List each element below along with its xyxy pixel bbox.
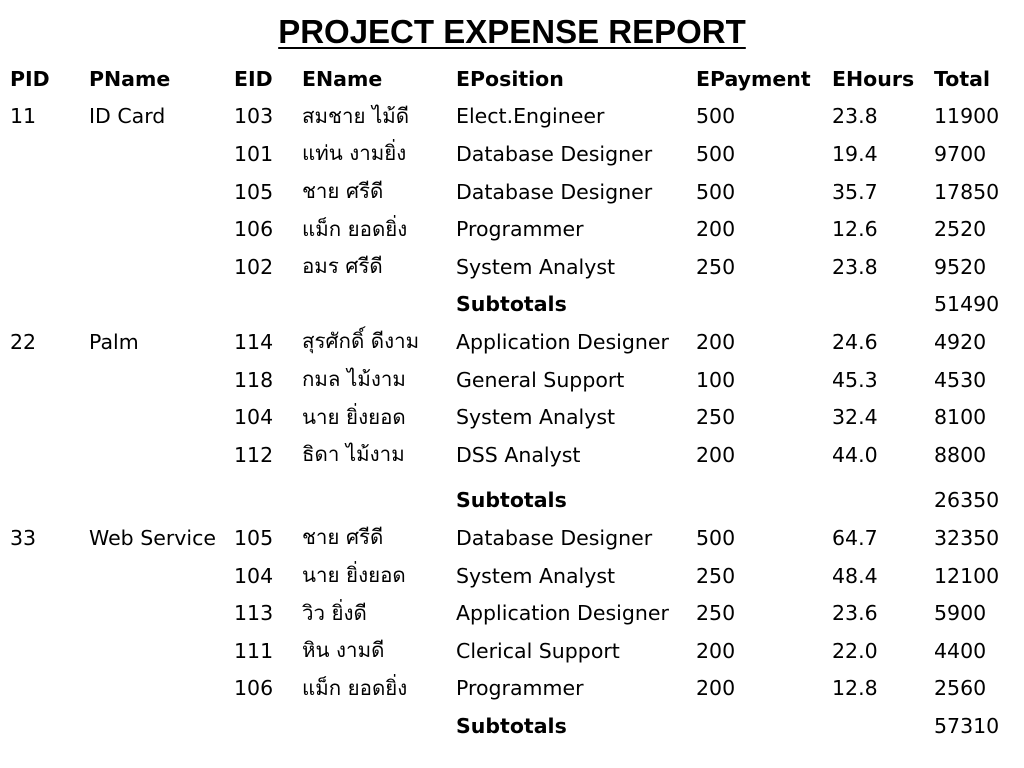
- header-epayment: EPayment: [696, 66, 811, 91]
- table-row: [0, 670, 1012, 708]
- cell-total: 2520: [934, 217, 987, 242]
- header-ename: EName: [302, 66, 383, 91]
- cell-ename: ชาย ศรีดี: [302, 525, 384, 550]
- cell-pname: [79, 173, 224, 211]
- cell-eposition: Database Designer: [456, 525, 653, 550]
- cell-ename: หิน งามดี: [302, 638, 385, 663]
- empty-cell: [0, 286, 79, 324]
- cell-ehours: 22.0: [832, 638, 878, 663]
- empty-cell: [292, 474, 446, 520]
- cell-eid: 103: [234, 104, 274, 129]
- subtotal-value: 57310: [934, 713, 1000, 738]
- cell-total: 12100: [934, 563, 1000, 588]
- cell-ename: สมชาย ไม้ดี: [302, 103, 410, 128]
- subtotal-row: [0, 286, 1012, 324]
- cell-eid: 118: [234, 367, 274, 392]
- subtotal-value: 51490: [934, 292, 1000, 317]
- cell-pid: [0, 361, 79, 399]
- cell-ename: นาย ยิ่งยอด: [302, 563, 406, 588]
- header-eid: EID: [234, 66, 273, 91]
- header-eposition: EPosition: [456, 66, 564, 91]
- cell-eid: 105: [234, 525, 274, 550]
- table-row: [0, 519, 1012, 557]
- cell-total: 11900: [934, 104, 1000, 129]
- cell-ename: สุรศักดิ์ ดีงาม: [302, 329, 420, 354]
- expense-table: [0, 60, 1012, 745]
- cell-eposition: System Analyst: [456, 254, 616, 279]
- cell-epayment: 500: [696, 179, 736, 204]
- empty-cell: [686, 286, 822, 324]
- cell-ehours: 48.4: [832, 563, 878, 588]
- table-row: [0, 135, 1012, 173]
- cell-epayment: 500: [696, 141, 736, 166]
- table-row: [0, 361, 1012, 399]
- table-row: [0, 632, 1012, 670]
- cell-total: 8100: [934, 405, 987, 430]
- cell-pid: [0, 173, 79, 211]
- empty-cell: [822, 474, 924, 520]
- cell-epayment: 200: [696, 676, 736, 701]
- cell-total: 9520: [934, 254, 987, 279]
- cell-ename: กมล ไม้งาม: [302, 367, 406, 392]
- header-row: [0, 60, 1012, 98]
- cell-pid: [0, 632, 79, 670]
- header-total: Total: [934, 66, 991, 91]
- subtotal-label: Subtotals: [456, 713, 567, 738]
- cell-total: 4400: [934, 638, 987, 663]
- cell-epayment: 500: [696, 104, 736, 129]
- cell-ehours: 12.6: [832, 217, 878, 242]
- cell-ehours: 23.6: [832, 601, 878, 626]
- cell-pname: [79, 594, 224, 632]
- cell-eid: 111: [234, 638, 274, 663]
- cell-eid: 105: [234, 179, 274, 204]
- header-pid: PID: [10, 66, 50, 91]
- cell-total: 5900: [934, 601, 987, 626]
- cell-eid: 102: [234, 254, 274, 279]
- subtotal-row: [0, 474, 1012, 520]
- empty-cell: [0, 707, 79, 745]
- table-body: [0, 98, 1012, 745]
- cell-ename: ธิดา ไม้งาม: [302, 442, 405, 467]
- table-row: [0, 594, 1012, 632]
- empty-cell: [822, 286, 924, 324]
- empty-cell: [686, 707, 822, 745]
- table-row: [0, 248, 1012, 286]
- cell-eposition: Elect.Engineer: [456, 104, 605, 129]
- cell-eposition: Application Designer: [456, 329, 669, 354]
- cell-ename: ชาย ศรีดี: [302, 179, 384, 204]
- cell-epayment: 200: [696, 217, 736, 242]
- cell-eid: 106: [234, 676, 274, 701]
- cell-pname: [79, 361, 224, 399]
- cell-eid: 104: [234, 405, 274, 430]
- cell-epayment: 250: [696, 254, 736, 279]
- cell-ename: วิว ยิ่งดี: [302, 600, 367, 625]
- cell-ehours: 44.0: [832, 442, 878, 467]
- cell-pid: [0, 248, 79, 286]
- cell-epayment: 200: [696, 329, 736, 354]
- cell-ename: อมร ศรีดี: [302, 254, 383, 279]
- subtotal-value: 26350: [934, 488, 1000, 513]
- header-ehours: EHours: [832, 66, 915, 91]
- cell-eid: 106: [234, 217, 274, 242]
- cell-epayment: 200: [696, 442, 736, 467]
- cell-total: 8800: [934, 442, 987, 467]
- cell-pid: 11: [10, 104, 37, 129]
- cell-pid: [0, 135, 79, 173]
- cell-epayment: 500: [696, 525, 736, 550]
- table-row: [0, 98, 1012, 136]
- cell-eposition: System Analyst: [456, 563, 616, 588]
- cell-total: 17850: [934, 179, 1000, 204]
- cell-eid: 101: [234, 141, 274, 166]
- cell-pname: [79, 436, 224, 474]
- cell-ehours: 35.7: [832, 179, 878, 204]
- cell-total: 9700: [934, 141, 987, 166]
- cell-pname: ID Card: [89, 104, 166, 129]
- empty-cell: [0, 474, 79, 520]
- cell-eposition: Database Designer: [456, 179, 653, 204]
- table-row: [0, 173, 1012, 211]
- cell-eposition: Application Designer: [456, 601, 669, 626]
- table-row: [0, 323, 1012, 361]
- cell-ename: นาย ยิ่งยอด: [302, 404, 406, 429]
- cell-ename: แม็ก ยอดยิ่ง: [302, 216, 408, 241]
- empty-cell: [686, 474, 822, 520]
- cell-eid: 104: [234, 563, 274, 588]
- cell-eid: 114: [234, 329, 274, 354]
- cell-pname: Web Service: [89, 525, 216, 550]
- cell-pid: [0, 670, 79, 708]
- cell-ehours: 23.8: [832, 104, 878, 129]
- cell-pname: [79, 398, 224, 436]
- cell-total: 32350: [934, 525, 1000, 550]
- cell-total: 2560: [934, 676, 987, 701]
- empty-cell: [79, 286, 224, 324]
- cell-eposition: DSS Analyst: [456, 442, 581, 467]
- empty-cell: [292, 286, 446, 324]
- cell-ehours: 32.4: [832, 405, 878, 430]
- empty-cell: [79, 474, 224, 520]
- cell-ehours: 19.4: [832, 141, 878, 166]
- header-pname: PName: [89, 66, 171, 91]
- empty-cell: [822, 707, 924, 745]
- cell-pname: [79, 557, 224, 595]
- cell-pname: [79, 248, 224, 286]
- cell-epayment: 100: [696, 367, 736, 392]
- cell-eposition: General Support: [456, 367, 625, 392]
- table-header: [0, 60, 1012, 98]
- table-row: [0, 557, 1012, 595]
- table-row: [0, 398, 1012, 436]
- cell-epayment: 250: [696, 601, 736, 626]
- subtotal-label: Subtotals: [456, 488, 567, 513]
- table-row: [0, 210, 1012, 248]
- cell-pid: 33: [10, 525, 37, 550]
- cell-ename: แท่น งามยิ่ง: [302, 141, 407, 166]
- cell-pid: [0, 398, 79, 436]
- empty-cell: [292, 707, 446, 745]
- cell-ehours: 64.7: [832, 525, 878, 550]
- empty-cell: [224, 707, 292, 745]
- cell-epayment: 200: [696, 638, 736, 663]
- table-row: [0, 436, 1012, 474]
- cell-pname: [79, 210, 224, 248]
- cell-ehours: 24.6: [832, 329, 878, 354]
- cell-ehours: 23.8: [832, 254, 878, 279]
- cell-ehours: 45.3: [832, 367, 878, 392]
- cell-ename: แม็ก ยอดยิ่ง: [302, 675, 408, 700]
- cell-pid: [0, 436, 79, 474]
- empty-cell: [224, 474, 292, 520]
- cell-pid: [0, 594, 79, 632]
- cell-eid: 112: [234, 442, 274, 467]
- cell-eposition: Database Designer: [456, 141, 653, 166]
- cell-pname: [79, 632, 224, 670]
- report-title: PROJECT EXPENSE REPORT: [278, 13, 746, 50]
- cell-eposition: Clerical Support: [456, 638, 620, 663]
- cell-pname: [79, 135, 224, 173]
- cell-total: 4530: [934, 367, 987, 392]
- cell-pid: [0, 557, 79, 595]
- cell-pid: [0, 210, 79, 248]
- cell-epayment: 250: [696, 405, 736, 430]
- empty-cell: [79, 707, 224, 745]
- cell-eid: 113: [234, 601, 274, 626]
- subtotal-label: Subtotals: [456, 292, 567, 317]
- cell-total: 4920: [934, 329, 987, 354]
- cell-eposition: Programmer: [456, 676, 584, 701]
- cell-eposition: System Analyst: [456, 405, 616, 430]
- empty-cell: [224, 286, 292, 324]
- cell-pname: Palm: [89, 329, 139, 354]
- cell-epayment: 250: [696, 563, 736, 588]
- cell-eposition: Programmer: [456, 217, 584, 242]
- cell-ehours: 12.8: [832, 676, 878, 701]
- cell-pname: [79, 670, 224, 708]
- cell-pid: 22: [10, 329, 37, 354]
- subtotal-row: [0, 707, 1012, 745]
